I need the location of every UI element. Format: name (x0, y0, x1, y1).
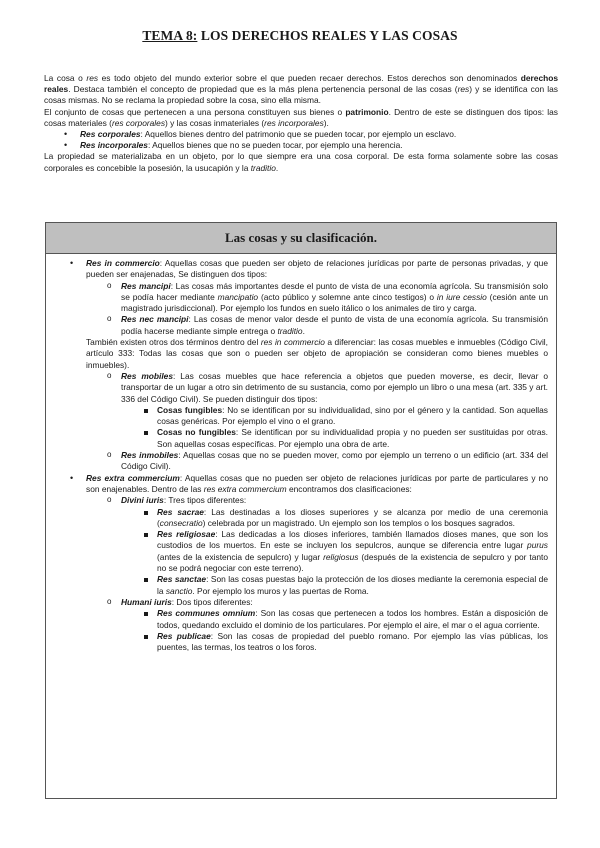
intro-paragraph-3: La propiedad se materializaba en un objeto, por lo que siempre era una cosa corporal. De esta forma solamente sobre las cosas corporales es concebible la posesión, la usucapión y la traditio. (44, 151, 558, 173)
intro-section (44, 73, 558, 174)
item-divini-iuris: o Divini iuris: Tres tipos diferentes: (46, 495, 548, 506)
intro-paragraph-2: El conjunto de cosas que pertenecen a una persona constituyen sus bienes o patrimonio. Dentro de este se distinguen dos tipos: las cosas materiales (res corporales) y las cosas inmateriales (res incorporales). (44, 106, 558, 128)
item-res-publicae: Res publicae: Son las cosas de propiedad del pueblo romano. Por ejemplo las vías públicas, los puentes, las termas, los teatros o los foros. (46, 631, 548, 654)
item-res-mobiles: o Res mobiles: Las cosas muebles que hace referencia a objetos que pueden moverse, es decir, llevar o transportar de un lugar a otro sin detrimento de su sustancia, como por ejemplo un libro o una mesa (art. 335 y art. 336 del Código Civil). Se pueden distinguir dos tipos: (46, 371, 548, 405)
box-heading: Las cosas y su clasificación. (46, 223, 556, 254)
item-res-sacrae: Res sacrae: Las destinadas a los dioses superiores y se alcanza por medio de una ceremonia (consecratio) celebrada por un magistrado. Un ejemplo son los templos o los bosques sagrados. (46, 507, 548, 530)
item-cosas-no-fungibles: Cosas no fungibles: Se identifican por su individualidad propia y no pueden ser sustituidas por otras. Son aquellas cosas específicas. Por ejemplo una obra de arte. (46, 427, 548, 450)
item-res-sanctae: Res sanctae: Son las cosas puestas bajo la protección de los dioses mediante la ceremonia especial de la sanctio. Por ejemplo los muros y las puertas de Roma. (46, 574, 548, 597)
item-res-extra-commercium: • Res extra commercium: Aquellas cosas que no pueden ser objeto de relaciones jurídicas por parte de particulares y no son enajenables. Dentro de las res extra commercium encontramos dos clasificaciones: (46, 473, 548, 496)
item-res-inmobiles: o Res inmobiles: Aquellas cosas que no se pueden mover, como por ejemplo un terreno o un edificio (art. 334 del Código Civil). (46, 450, 548, 473)
item-res-communes-omnium: Res communes omnium: Son las cosas que pertenecen a todos los hombres. Están a disposición de todos, quedando excluido el dominio de los particulares. Por ejemplo el aire, el mar o el agua corriente. (46, 608, 548, 631)
intro-bullet-list (44, 129, 558, 151)
page-title: TEMA 8: LOS DERECHOS REALES Y LAS COSAS (142, 28, 458, 43)
list-item: • Res incorporales: Aquellos bienes que no se pueden tocar, por ejemplo una herencia. (44, 140, 558, 151)
classification-box (45, 222, 557, 799)
paragraph-tambien: También existen otros dos términos dentro del res in commercio a diferenciar: las cosas muebles e inmuebles (Código Civil, artículo 333: Todas las cosas que son o pueden ser objeto de apropiación se consideran como bienes muebles o inmuebles). (86, 337, 548, 370)
item-res-in-commercio: • Res in commercio: Aquellas cosas que pueden ser objeto de relaciones jurídicas por parte de personas privadas, y que pueden ser enajenadas, Se distinguen dos tipos: (46, 258, 548, 281)
list-item: • Res corporales: Aquellos bienes dentro del patrimonio que se pueden tocar, por ejemplo un esclavo. (44, 129, 558, 140)
item-res-nec-mancipi: o Res nec mancipi: Las cosas de menor valor desde el punto de vista de una economía agrícola. Su transmisión podía hacerse mediante simple entrega o traditio. (46, 314, 548, 337)
item-humani-iuris: o Humani iuris: Dos tipos diferentes: (46, 597, 548, 608)
item-res-mancipi: o Res mancipi: Las cosas más importantes desde el punto de vista de una economía agrícola. Su transmisión solo se podía hacer mediante mancipatio (acto público y solemne ante cinco testigos) o in iure cessio (cesión ante un magistrado jurisdiccional). Por ejemplo los fundos en suelo itálico o los animales de tiro y carga. (46, 281, 548, 315)
item-res-religiosae: Res religiosae: Las dedicadas a los dioses inferiores, también llamados dioses manes, que son los custodios de los muertos. En este se incluyen los sepulcros, aunque se diferencia entre lugar purus (antes de la existencia de sepulcro) y lugar religiosus (después de la existencia de sepulcro y por tanto no se podrá negociar con este terreno). (46, 529, 548, 574)
box-body (46, 254, 556, 653)
item-cosas-fungibles: Cosas fungibles: No se identifican por su individualidad, sino por el género y la cantidad. Son aquellas cosas genéricas. Por ejemplo el vino o el grano. (46, 405, 548, 428)
intro-paragraph-1: La cosa o res es todo objeto del mundo exterior sobre el que pueden recaer derechos. Estos derechos son denominados derechos reales. Destaca también el concepto de propiedad que es la más plena pertenencia personal de las cosas (res) y se identifica con las cosas mismas. No se reclama la propiedad sobre la cosa, sino ella misma. (44, 73, 558, 106)
